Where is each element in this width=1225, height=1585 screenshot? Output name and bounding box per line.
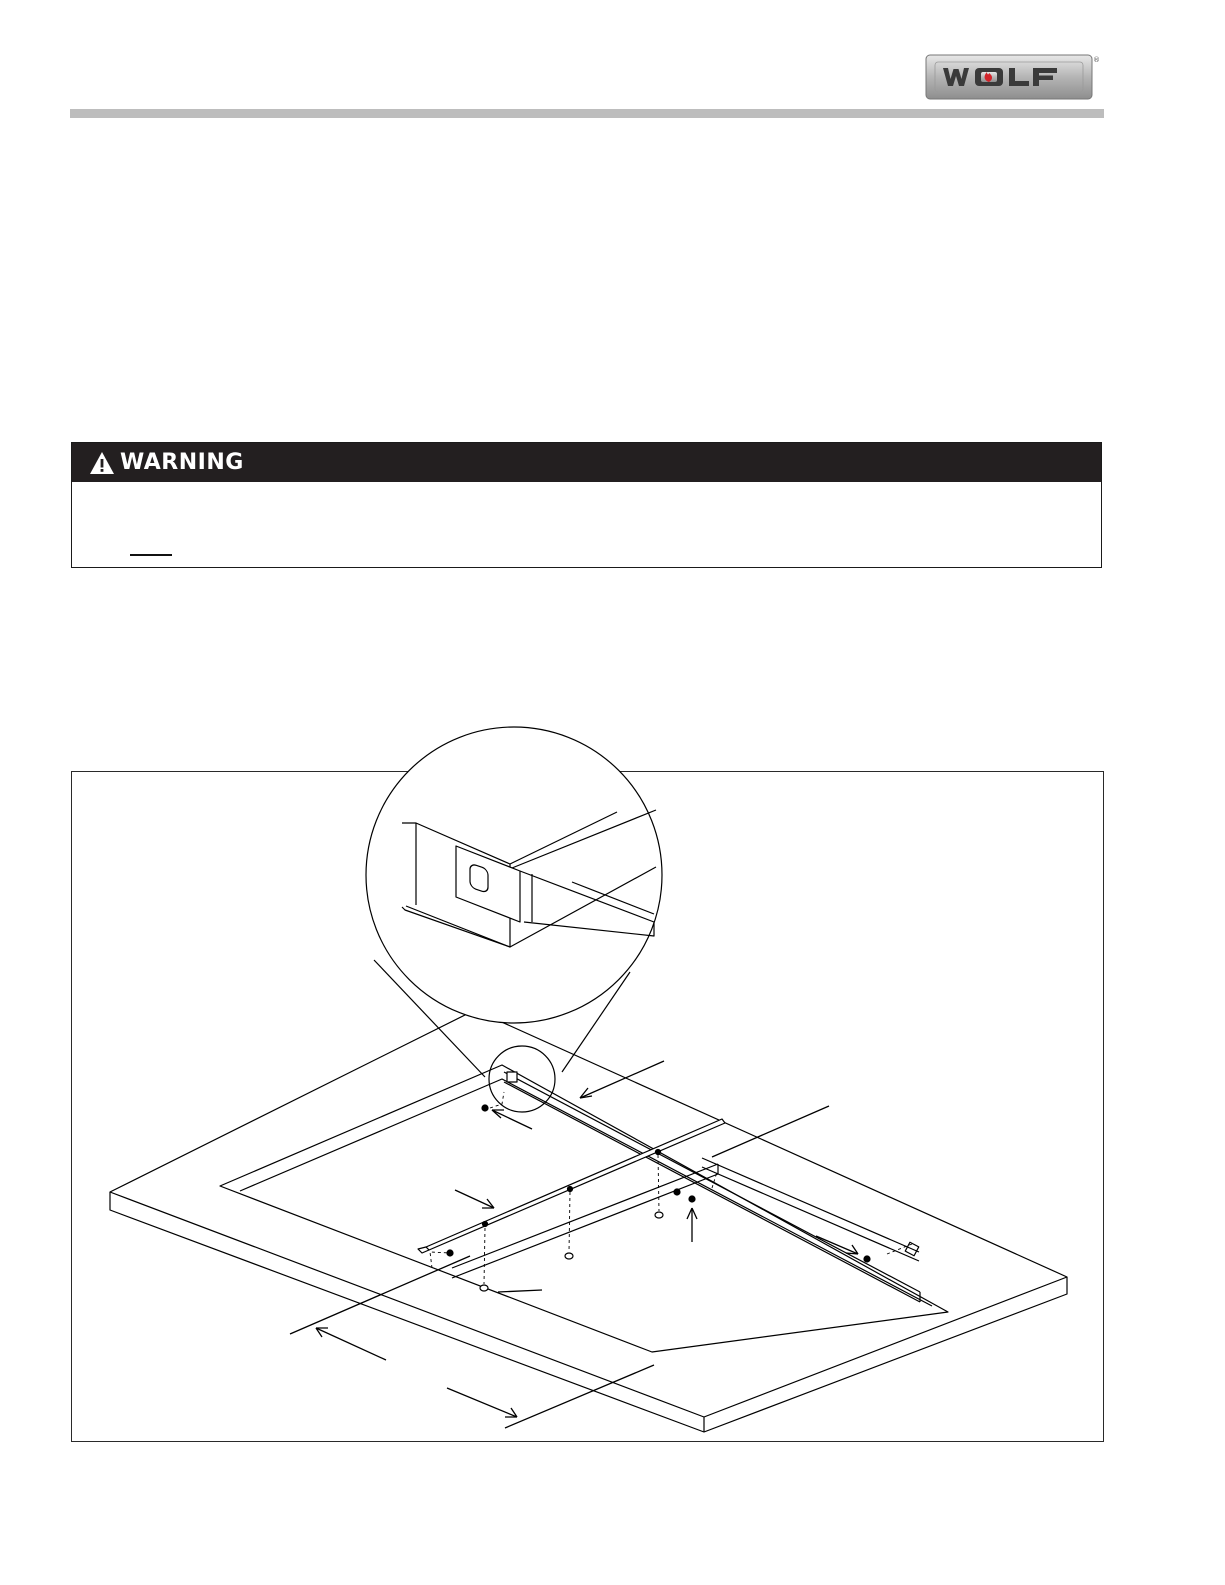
installation-figure: [71, 771, 1104, 1442]
screw-icon: [864, 1256, 870, 1262]
wolf-logo: [925, 52, 1100, 102]
nut-icon: [480, 1285, 488, 1291]
screw-icon: [483, 1222, 488, 1227]
warning-label: WARNING: [120, 450, 244, 475]
screw-icon: [656, 1150, 661, 1155]
header-rule: [70, 109, 1104, 118]
nut-icon: [565, 1253, 573, 1259]
warning-bar: [72, 443, 1101, 482]
screw-icon: [674, 1189, 680, 1195]
warning-triangle-icon: [89, 451, 115, 475]
warning-box: [71, 442, 1102, 568]
screw-icon: [568, 1187, 573, 1192]
warning-underline: [130, 554, 172, 556]
nut-icon: [655, 1212, 663, 1218]
screw-icon: [482, 1105, 488, 1111]
registered-mark: ®: [1093, 56, 1100, 64]
screw-icon: [689, 1196, 695, 1202]
